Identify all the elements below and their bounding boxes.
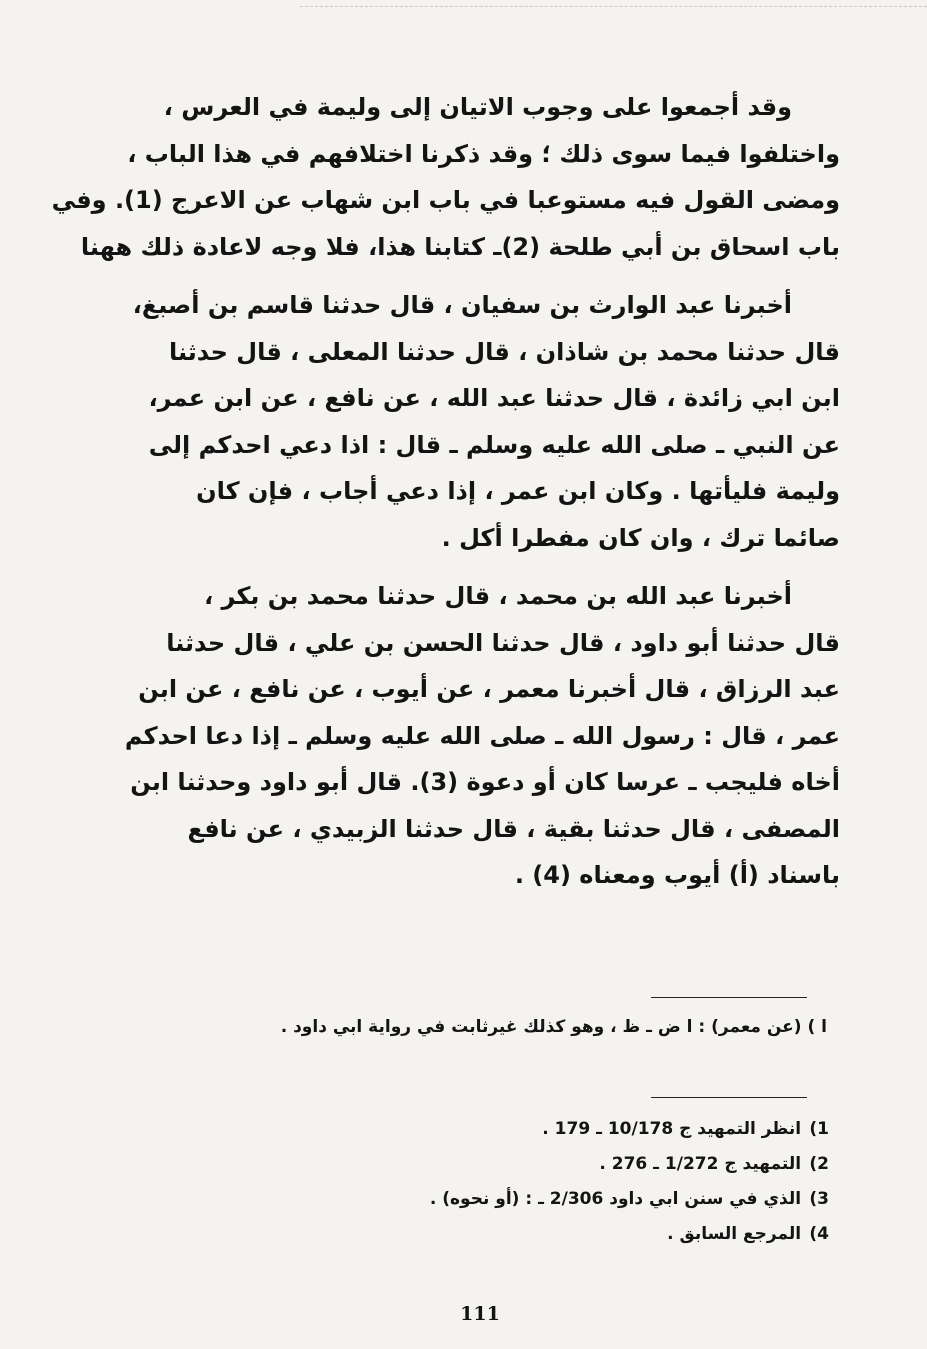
text-line: وليمة فليأتها . وكان ابن عمر ، إذا دعي أجاب ، فإن كان — [196, 477, 840, 505]
footnotes — [309, 1112, 829, 1252]
footnote-text: الذي في سنن ابي داود 2/306 ـ : (أو نحوه) . — [429, 1189, 802, 1209]
footnote-item — [309, 1217, 829, 1252]
text-line: ومضى القول فيه مستوعبا في باب ابن شهاب عن الاعرج (1). وفي — [51, 186, 840, 214]
text-line: أخبرنا عبد الوارث بن سفيان ، قال حدثنا قاسم بن أصبغ، — [132, 291, 792, 319]
text-line: قال حدثنا أبو داود ، قال حدثنا الحسن بن علي ، قال حدثنا — [166, 628, 840, 657]
text-line: وقد أجمعوا على وجوب الاتيان إلى وليمة في العرس ، — [163, 93, 792, 121]
footnote-number: 3) — [809, 1189, 829, 1209]
footnote-item — [309, 1112, 829, 1147]
text-line: واختلفوا فيما سوى ذلك ؛ وقد ذكرنا اختلافهم في هذا الباب ، — [127, 139, 840, 168]
paragraph-3 — [124, 573, 840, 899]
text-line: باب اسحاق بن أبي طلحة (2)ـ كتابنا هذا، فلا وجه لاعادة ذلك ههنا — [80, 232, 840, 261]
text-line: عمر ، قال : رسول الله ـ صلى الله عليه وسلم ـ إذا دعا احدكم — [124, 721, 840, 750]
footnote-text: التمهيد ج 1/272 ـ 276 . — [599, 1154, 802, 1174]
text-line: ابن ابي زائدة ، قال حدثنا عبد الله ، عن نافع ، عن ابن عمر، — [148, 384, 840, 412]
footnote-text: المرجع السابق . — [667, 1224, 802, 1244]
text-line: صائما ترك ، وان كان مفطرا أكل . — [441, 523, 840, 552]
footnote-item — [309, 1182, 829, 1217]
main-text — [51, 84, 840, 911]
text-line: المصفى ، قال حدثنا بقية ، قال حدثنا الزبيدي ، عن نافع — [187, 814, 840, 843]
variant-note: ا ) (عن معمر) : ا ض ـ ظ ، وهو كذلك غيرثابت في رواية ابي داود . — [280, 1017, 827, 1037]
footnote-number: 1) — [809, 1119, 829, 1139]
text-line: باسناد (أ) أيوب ومعناه (4) . — [514, 861, 840, 889]
page-number: 111 — [460, 1303, 500, 1325]
footnote-divider — [651, 997, 807, 998]
footnote-number: 4) — [809, 1224, 829, 1244]
text-line: عن النبي ـ صلى الله عليه وسلم ـ قال : اذا دعي احدكم إلى — [148, 430, 840, 459]
footnote-divider — [651, 1097, 807, 1098]
text-line: عبد الرزاق ، قال أخبرنا معمر ، عن أيوب ، عن نافع ، عن ابن — [138, 675, 840, 703]
text-line: أخبرنا عبد الله بن محمد ، قال حدثنا محمد بن بكر ، — [204, 582, 792, 610]
text-line: أخاه فليجب ـ عرسا كان أو دعوة (3). قال أبو داود وحدثنا ابن — [130, 768, 840, 796]
page-top-edge — [300, 6, 927, 7]
footnote-number: 2) — [809, 1154, 829, 1174]
footnote-text: انظر التمهيد ج 10/178 ـ 179 . — [542, 1119, 802, 1139]
paragraph-1 — [51, 84, 840, 270]
text-line: قال حدثنا محمد بن شاذان ، قال حدثنا المعلى ، قال حدثنا — [168, 337, 840, 366]
footnote-item — [309, 1147, 829, 1182]
paragraph-2 — [132, 282, 840, 561]
